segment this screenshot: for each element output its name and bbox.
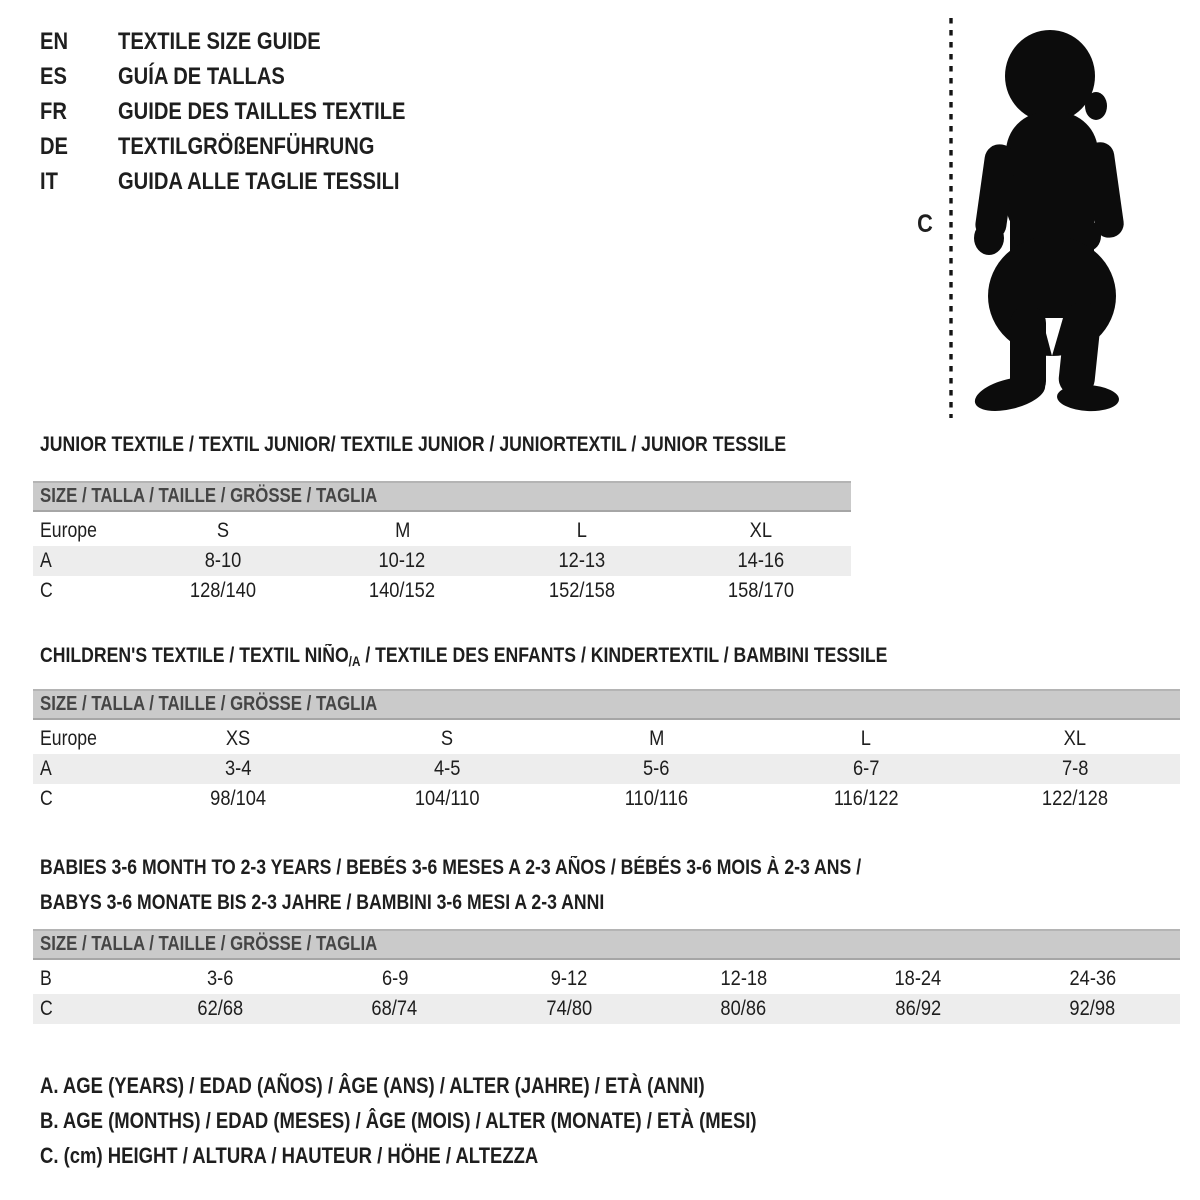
table-cell: XL <box>1064 727 1087 750</box>
language-code: ES <box>40 62 67 90</box>
table-cell: 122/128 <box>1042 787 1109 810</box>
legend-line: C. (cm) HEIGHT / ALTURA / HAUTEUR / HÖHE / ALTEZZA <box>40 1142 539 1168</box>
table-cell: 24-36 <box>1069 967 1117 990</box>
table-cell: 104/110 <box>414 787 480 810</box>
children-section-heading: CHILDREN'S TEXTILE / TEXTIL NIÑO/A / TEXTILE DES ENFANTS / KINDERTEXTIL / BAMBINI TESSILE <box>40 644 888 669</box>
junior-section-heading: JUNIOR TEXTILE / TEXTIL JUNIOR/ TEXTILE JUNIOR / JUNIORTEXTIL / JUNIOR TESSILE <box>40 433 787 456</box>
table-cell: 3-6 <box>207 967 234 990</box>
size-header-bar: SIZE / TALLA / TAILLE / GRÖSSE / TAGLIA <box>33 481 851 512</box>
row-label: C <box>40 997 53 1020</box>
language-title: TEXTILGRÖßENFÜHRUNG <box>118 132 375 160</box>
language-row <box>40 164 460 199</box>
table-row <box>33 964 1180 994</box>
table-cell: 80/86 <box>720 997 767 1020</box>
table-cell: 8-10 <box>204 549 242 572</box>
row-label: B <box>40 967 52 990</box>
table-cell: 14-16 <box>737 549 785 572</box>
table-cell: 158/170 <box>728 579 795 602</box>
language-title: GUIDA ALLE TAGLIE TESSILI <box>118 167 400 195</box>
table-row <box>33 724 1180 754</box>
table-cell: 116/122 <box>833 787 899 810</box>
table-cell: 18-24 <box>894 967 942 990</box>
size-header-bar: SIZE / TALLA / TAILLE / GRÖSSE / TAGLIA <box>33 689 1180 720</box>
table-cell: 74/80 <box>546 997 593 1020</box>
language-title: TEXTILE SIZE GUIDE <box>118 27 321 55</box>
table-cell: S <box>441 727 454 750</box>
table-row <box>33 994 1180 1024</box>
table-cell: XL <box>750 519 773 542</box>
table-cell: 9-12 <box>550 967 588 990</box>
row-label: A <box>40 757 52 780</box>
table-cell: XS <box>225 727 250 750</box>
table-cell: 86/92 <box>895 997 942 1020</box>
table-cell: 6-9 <box>381 967 408 990</box>
height-dashed-line <box>947 18 955 418</box>
legend-line: B. AGE (MONTHS) / EDAD (MESES) / ÂGE (MOIS) / ALTER (MONATE) / ETÀ (MESI) <box>40 1107 757 1133</box>
language-row <box>40 129 460 164</box>
table-cell: M <box>648 727 665 750</box>
table-cell: 152/158 <box>548 579 615 602</box>
table-cell: S <box>216 519 229 542</box>
language-row <box>40 59 460 94</box>
legend <box>40 1068 893 1173</box>
babies-size-table <box>33 929 1180 1024</box>
table-cell: 7-8 <box>1062 757 1089 780</box>
row-label: Europe <box>40 519 97 542</box>
language-code: EN <box>40 27 69 55</box>
table-row <box>33 576 851 606</box>
table-cell: 62/68 <box>197 997 244 1020</box>
table-row <box>33 516 851 546</box>
language-row <box>40 94 460 129</box>
junior-size-table <box>33 481 851 606</box>
table-cell: 140/152 <box>369 579 436 602</box>
table-row <box>33 546 851 576</box>
row-label: Europe <box>40 727 97 750</box>
language-title: GUIDE DES TAILLES TEXTILE <box>118 97 406 125</box>
table-cell: 92/98 <box>1069 997 1116 1020</box>
language-list <box>40 24 460 199</box>
table-cell: 6-7 <box>852 757 880 780</box>
table-cell: 12-13 <box>558 549 606 572</box>
language-code: FR <box>40 97 67 125</box>
table-cell: L <box>860 727 872 750</box>
size-header-bar: SIZE / TALLA / TAILLE / GRÖSSE / TAGLIA <box>33 929 1180 960</box>
table-cell: 4-5 <box>433 757 461 780</box>
language-code: IT <box>40 167 58 195</box>
table-cell: 3-4 <box>224 757 251 780</box>
children-size-table <box>33 689 1180 814</box>
table-cell: 10-12 <box>378 549 426 572</box>
babies-section-heading: BABIES 3-6 MONTH TO 2-3 YEARS / BEBÉS 3-6 MESES A 2-3 AÑOS / BÉBÉS 3-6 MOIS À 2-3 ANS / BABYS 3-6 MONATE BIS 2-3 JAHRE / BAMBINI 3-6 MESI A 2-3 ANNI <box>40 855 862 914</box>
table-cell: L <box>576 519 587 542</box>
table-cell: 98/104 <box>209 787 266 810</box>
table-cell: 110/116 <box>624 787 689 810</box>
language-row <box>40 24 460 59</box>
table-cell: 12-18 <box>720 967 768 990</box>
row-label: C <box>40 579 53 602</box>
table-cell: 68/74 <box>371 997 418 1020</box>
row-label: C <box>40 787 53 810</box>
table-cell: 128/140 <box>189 579 256 602</box>
language-code: DE <box>40 132 69 160</box>
table-row <box>33 784 1180 814</box>
toddler-silhouette-icon <box>962 26 1138 418</box>
table-cell: 5-6 <box>643 757 670 780</box>
table-cell: M <box>394 519 410 542</box>
table-row <box>33 754 1180 784</box>
legend-line: A. AGE (YEARS) / EDAD (AÑOS) / ÂGE (ANS) / ALTER (JAHRE) / ETÀ (ANNI) <box>40 1072 705 1098</box>
height-label: C <box>917 210 933 238</box>
row-label: A <box>40 549 52 572</box>
language-title: GUÍA DE TALLAS <box>118 62 285 90</box>
